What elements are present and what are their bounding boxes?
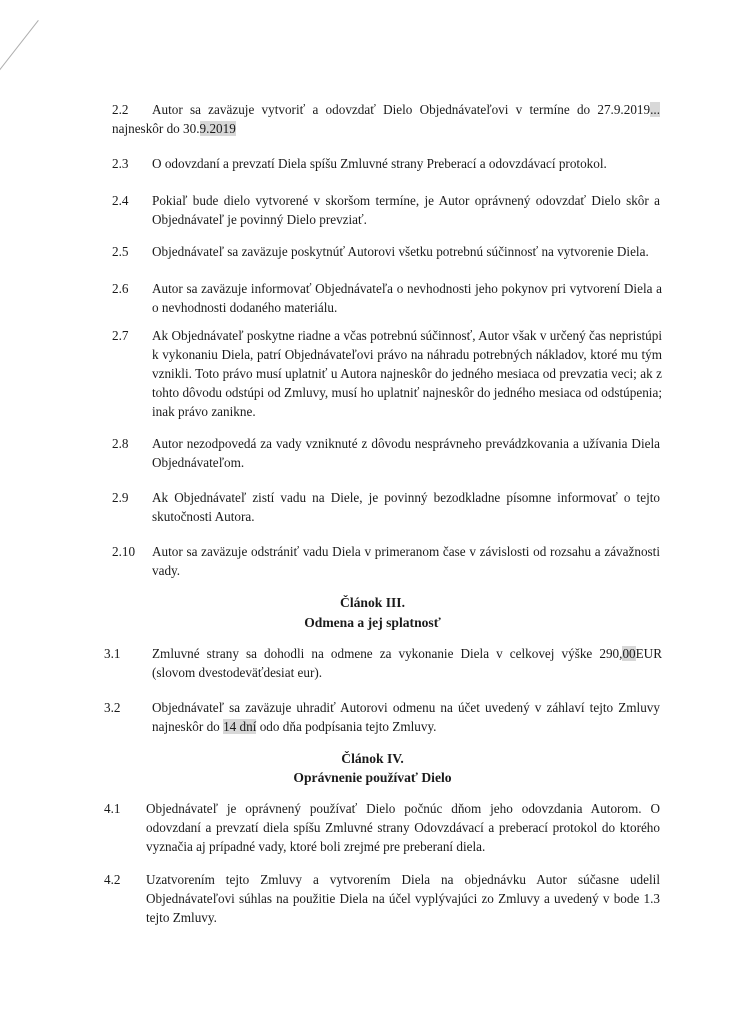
- clause-text: Objednávateľ je oprávnený používať Dielo počnúc dňom jeho odovzdania Autorom. O odovzdaní a prevzatí diela spíšu Zmluvné strany Odovzdávací a preberací protokol do ktorého vyznačia aj prípadné vady, ktoré boli zrejmé pre preberaní diela.: [146, 801, 660, 854]
- clause-text: Objednávateľ sa zaväzuje uhradiť Autorovi odmenu na účet uvedený v záhlaví tejto Zmluvy najneskôr do 14 dní odo dňa podpísania tejto Zmluvy.: [152, 700, 660, 734]
- clause-text: O odovzdaní a prevzatí Diela spíšu Zmluvné strany Preberací a odovzdávací protokol.: [152, 156, 607, 171]
- highlight: ...: [650, 102, 660, 117]
- clause-text: Pokiaľ bude dielo vytvorené v skoršom termíne, je Autor oprávnený odovzdať Dielo skôr a Objednávateľ je povinný Dielo prevziať.: [152, 193, 660, 227]
- clause-text: Objednávateľ sa zaväzuje poskytnúť Autorovi všetku potrebnú súčinnosť na vytvorenie Diela.: [152, 244, 649, 259]
- clause-text: Ak Objednávateľ poskytne riadne a včas potrebnú súčinnosť, Autor však v určený čas nepristúpi k vykonaniu Diela, patrí Objednávateľovi právo na náhradu potrebných nákladov, ktoré mu tým vznikli. Toto právo musí uplatniť u Autora najneskôr do jedného mesiaca od prevzatia veci; ak z tohto dôvodu odstúpi od Zmluvy, musí ho uplatniť najneskôr do jedného mesiaca od odstúpenia; inak právo zanikne.: [152, 328, 662, 419]
- highlight: 14 dní: [223, 719, 257, 734]
- clause-number: 3.1: [104, 646, 121, 661]
- clause-number: 2.3: [112, 156, 129, 171]
- clause-number: 2.6: [112, 281, 129, 296]
- clause-text: Uzatvorením tejto Zmluvy a vytvorením Diela na objednávku Autor súčasne udelil Objednávateľovi súhlas na použitie Diela na účel vyplývajúci zo Zmluvy a uvedený v bode 1.3 tejto Zmluvy.: [146, 872, 660, 925]
- clause-number: 2.7: [112, 328, 129, 343]
- clause-text: Zmluvné strany sa dohodli na odmene za vykonanie Diela v celkovej výške 290,00EUR (slovom dvestodeväťdesiat eur).: [152, 646, 662, 680]
- clause-text: Autor sa zaväzuje informovať Objednávateľa o nevhodnosti jeho pokynov pri vytvorení Diela a o nevhodnosti dodaného materiálu.: [152, 281, 662, 315]
- article-title: Článok III.: [340, 595, 405, 610]
- scan-artifact-line: [0, 20, 39, 95]
- article-subtitle: Odmena a jej splatnosť: [304, 615, 441, 630]
- clause-number: 2.9: [112, 490, 129, 505]
- clause-number: 4.2: [104, 872, 121, 887]
- clause-text: Autor sa zaväzuje odstrániť vadu Diela v primeranom čase v závislosti od rozsahu a závažnosti vady.: [152, 544, 660, 578]
- article-title: Článok IV.: [341, 751, 404, 766]
- clause-number: 4.1: [104, 801, 121, 816]
- clause-text: Autor nezodpovedá za vady vzniknuté z dôvodu nesprávneho prevádzkovania a užívania Diela Objednávateľom.: [152, 436, 660, 470]
- highlight: 00: [622, 646, 636, 661]
- clause-number: 2.5: [112, 244, 129, 259]
- article-subtitle: Oprávnenie používať Dielo: [293, 770, 452, 785]
- clause-number: 2.2: [112, 102, 129, 117]
- clause-text: Ak Objednávateľ zistí vadu na Diele, je povinný bezodkladne písomne informovať o tejto skutočnosti Autora.: [152, 490, 660, 524]
- highlight: 9.2019: [199, 121, 236, 136]
- clause-number: 2.4: [112, 193, 129, 208]
- clause-number: 3.2: [104, 700, 121, 715]
- clause-text: Autor sa zaväzuje vytvoriť a odovzdať Dielo Objednávateľovi v termíne do 27.9.2019... najneskôr do 30.9.2019: [112, 102, 660, 136]
- clause-number: 2.8: [112, 436, 129, 451]
- clause-number: 2.10: [112, 544, 136, 559]
